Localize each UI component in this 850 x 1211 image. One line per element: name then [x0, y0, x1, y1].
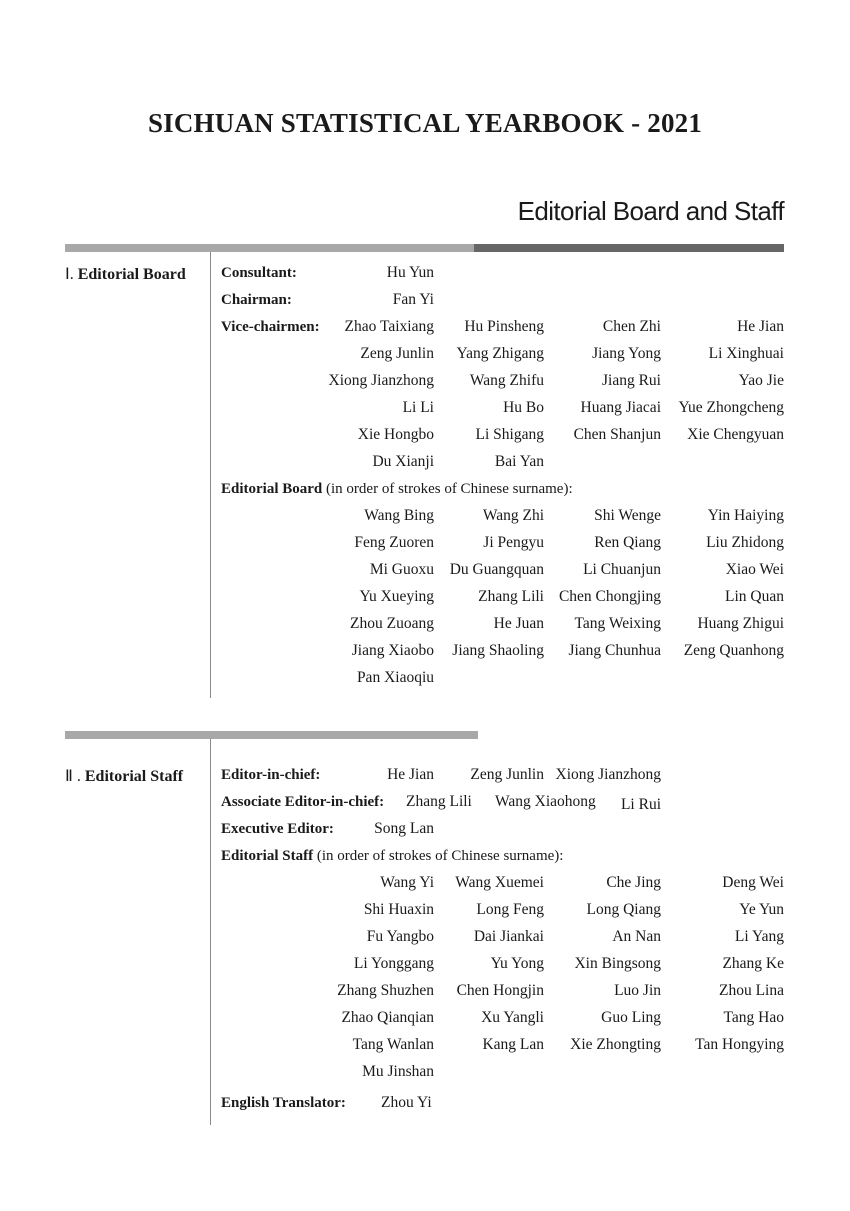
section-title: Editorial Board	[77, 266, 186, 283]
name-entry: Zhao Taixiang	[344, 318, 434, 335]
name-entry: Xin Bingsong	[574, 955, 661, 972]
name-entry: Yue Zhongcheng	[678, 399, 784, 416]
name-entry: Wang Bing	[364, 507, 434, 524]
name-entry: Jiang Rui	[602, 372, 661, 389]
name-entry: Guo Ling	[601, 1009, 661, 1026]
name-entry: Li Li	[402, 399, 434, 416]
members-label-text: Editorial Board	[221, 481, 323, 497]
english-translator-name: Zhou Yi	[381, 1094, 432, 1111]
name-entry: Pan Xiaoqiu	[356, 669, 434, 686]
name-entry: Zhang Lili	[478, 588, 544, 605]
consultant-label: Consultant:	[221, 265, 297, 281]
name-entry: Tan Hongying	[695, 1036, 784, 1053]
name-entry: Jiang Shaoling	[452, 642, 544, 659]
name-entry: Li Yonggang	[353, 955, 434, 972]
chairman-label: Chairman:	[221, 292, 292, 308]
editorial-board-members-label	[221, 481, 573, 498]
name-entry: Shi Huaxin	[363, 901, 434, 918]
members-label-note: (in order of strokes of Chinese surname):	[316, 848, 564, 864]
members-label-text: Editorial Staff	[221, 848, 314, 864]
editor-in-chief-name: Xiong Jianzhong	[555, 766, 661, 783]
name-entry: Che Jing	[606, 874, 661, 891]
name-entry: Du Guangquan	[449, 561, 544, 578]
members-label-note: (in order of strokes of Chinese surname):	[326, 481, 573, 497]
name-entry: Liu Zhidong	[706, 534, 784, 551]
name-entry: Zeng Quanhong	[683, 642, 784, 659]
name-entry: Wang Xuemei	[455, 874, 544, 891]
section-title: Editorial Staff	[84, 768, 184, 785]
name-entry: Zhou Zuoang	[350, 615, 434, 632]
name-entry: Du Xianji	[372, 453, 434, 470]
header-rule-light	[65, 244, 474, 252]
name-entry: Mu Jinshan	[362, 1063, 434, 1080]
section-heading-board	[65, 264, 186, 284]
editor-in-chief-name: Zeng Junlin	[470, 766, 544, 783]
section-divider-line	[210, 739, 211, 1125]
name-entry: Zhang Ke	[722, 955, 784, 972]
name-entry: Hu Pinsheng	[464, 318, 544, 335]
name-entry: Chen Shanjun	[573, 426, 661, 443]
name-entry: Chen Hongjin	[456, 982, 544, 999]
name-entry: Dai Jiankai	[473, 928, 544, 945]
section-number: Ⅰ.	[65, 266, 74, 283]
executive-editor-label: Executive Editor:	[221, 821, 334, 837]
name-entry: Huang Jiacai	[580, 399, 661, 416]
name-entry: Zhou Lina	[719, 982, 784, 999]
name-entry: Tang Wanlan	[352, 1036, 434, 1053]
name-entry: Shi Wenge	[594, 507, 661, 524]
name-entry: Yao Jie	[738, 372, 784, 389]
name-entry: Yu Yong	[490, 955, 544, 972]
executive-editor-name: Song Lan	[374, 820, 434, 837]
name-entry: An Nan	[612, 928, 661, 945]
name-entry: Zhang Shuzhen	[337, 982, 434, 999]
vice-chairmen-label: Vice-chairmen:	[221, 319, 320, 335]
english-translator-label: English Translator:	[221, 1095, 346, 1111]
name-entry: Xiong Jianzhong	[328, 372, 434, 389]
name-entry: Xiao Wei	[725, 561, 784, 578]
name-entry: Jiang Chunhua	[568, 642, 661, 659]
name-entry: Ye Yun	[739, 901, 784, 918]
name-entry: Ren Qiang	[594, 534, 661, 551]
name-entry: Feng Zuoren	[354, 534, 434, 551]
name-entry: Li Xinghuai	[708, 345, 784, 362]
associate-editor-label: Associate Editor-in-chief:	[221, 794, 385, 810]
name-entry: Long Feng	[476, 901, 544, 918]
editor-in-chief-name: He Jian	[387, 766, 434, 783]
associate-editor-name: Wang Xiaohong	[495, 793, 596, 810]
name-entry: Xu Yangli	[481, 1009, 544, 1026]
associate-editor-name: Li Rui	[620, 796, 661, 813]
name-entry: Lin Quan	[725, 588, 784, 605]
name-entry: Yu Xueying	[359, 588, 434, 605]
name-entry: Li Chuanjun	[583, 561, 661, 578]
name-entry: Chen Chongjing	[558, 588, 661, 605]
name-entry: Tang Hao	[723, 1009, 784, 1026]
section-rule	[65, 731, 478, 739]
name-entry: Xie Hongbo	[357, 426, 434, 443]
name-entry: Zhao Qianqian	[341, 1009, 434, 1026]
name-entry: Wang Zhifu	[469, 372, 544, 389]
name-entry: Chen Zhi	[602, 318, 661, 335]
name-entry: Zeng Junlin	[360, 345, 434, 362]
section-divider-line	[210, 252, 211, 698]
name-entry: Li Yang	[734, 928, 784, 945]
name-entry: Huang Zhigui	[697, 615, 784, 632]
name-entry: Kang Lan	[482, 1036, 544, 1053]
name-entry: Jiang Xiaobo	[351, 642, 434, 659]
associate-editor-name: Zhang Lili	[406, 793, 472, 810]
page-title: SICHUAN STATISTICAL YEARBOOK - 2021	[147, 108, 703, 138]
name-entry: Jiang Yong	[592, 345, 661, 362]
chairman-name: Fan Yi	[392, 291, 434, 308]
name-entry: Wang Yi	[380, 874, 434, 891]
name-entry: Li Shigang	[475, 426, 544, 443]
editor-in-chief-label: Editor-in-chief:	[221, 767, 321, 783]
name-entry: Yin Haiying	[707, 507, 784, 524]
name-entry: Long Qiang	[586, 901, 661, 918]
name-entry: Luo Jin	[614, 982, 661, 999]
name-entry: Ji Pengyu	[483, 534, 544, 551]
name-entry: Xie Chengyuan	[687, 426, 784, 443]
name-entry: He Jian	[737, 318, 784, 335]
consultant-name: Hu Yun	[386, 264, 434, 281]
name-entry: Tang Weixing	[574, 615, 661, 632]
name-entry: Hu Bo	[503, 399, 544, 416]
name-entry: He Juan	[493, 615, 544, 632]
editorial-staff-members-label	[221, 848, 563, 865]
name-entry: Fu Yangbo	[366, 928, 434, 945]
name-entry: Deng Wei	[722, 874, 784, 891]
section-heading-staff	[65, 766, 183, 786]
name-entry: Bai Yan	[494, 453, 544, 470]
section-number: Ⅱ .	[65, 768, 81, 785]
name-entry: Wang Zhi	[482, 507, 544, 524]
name-entry: Xie Zhongting	[570, 1036, 661, 1053]
name-entry: Mi Guoxu	[369, 561, 434, 578]
name-entry: Yang Zhigang	[456, 345, 544, 362]
page-subtitle: Editorial Board and Staff	[517, 196, 784, 226]
header-rule-dark	[474, 244, 784, 252]
